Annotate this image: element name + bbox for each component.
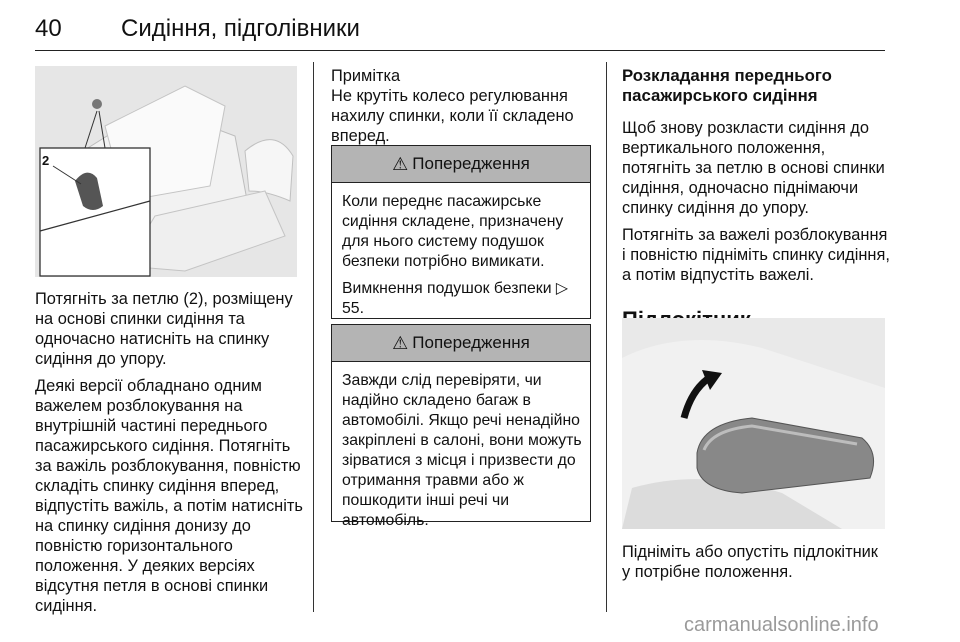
warning-text: Завжди слід перевіряти, чи надійно складено багаж в автомобілі. Якщо речі ненадійно закріплені в салоні, вони можуть зірватися з місця і призвести до отримання травми або ж пошкодити інші речі чи автомобіль. [342,372,582,529]
paragraph: Потягніть за важелі розблокування і повністю підніміть спинку сидіння, а потім відпустіть важелі. [622,226,890,284]
warning-header [332,146,590,183]
armrest-caption [622,542,890,582]
paragraph: Потягніть за петлю (2), розміщену на основі спинки сидіння та одночасно натисніть на спинку сидіння до упору. [35,290,293,368]
page-number: 40 [35,15,62,42]
note-text: Не крутіть колесо регулювання нахилу спинки, коли її складено вперед. [331,87,574,145]
paragraph: Деякі версії обладнано одним важелем розблокування на внутрішній частині переднього пасажирського сидіння. Потягніть за важіль розблокування, повністю складіть спинку сидіння вперед, відпустіть важіль, а потім натисніть на спинку сидіння донизу до повністю горизонтального положення. У деяких версіях відсутня петля в основі спинки сидіння. [35,377,303,615]
note [331,66,593,146]
page-title: Сидіння, підголівники [121,15,360,42]
seat-release-loop-illustration [35,66,297,277]
column-divider [606,62,607,612]
column-divider [313,62,314,612]
armrest-svg [622,318,885,529]
paragraph: Щоб знову розкласти сидіння до вертикального положення, потягніть за петлю в основі спинки сидіння, одночасно піднімаючи спинку сидіння до упору. [622,119,885,217]
warning-body [332,362,590,539]
left-column-text [35,289,305,616]
warning-box [331,145,591,319]
warning-triangle-icon: ⚠ [392,153,409,174]
watermark: carmanualsonline.info [684,614,879,636]
right-column-text [622,66,890,333]
note-title: Примітка [331,67,401,85]
warning-title: Попередження [412,333,530,352]
figure-callout-number: 2 [42,153,50,168]
warning-header [332,325,590,362]
warning-text: Вимкнення подушок безпеки ▷ 55. [342,280,569,317]
seat-illustration-svg [35,66,297,277]
section-heading: Розкладання переднього пасажирського сидіння [622,66,832,105]
page-header [35,12,885,51]
warning-text: Коли переднє пасажирське сидіння складене, призначену для нього систему подушок безпеки потрібно вимикати. [342,193,564,270]
warning-body [332,183,590,327]
armrest-illustration [622,318,885,529]
warning-title: Попередження [412,154,530,173]
warning-triangle-icon: ⚠ [392,332,409,353]
paragraph: Підніміть або опустіть підлокітник у потрібне положення. [622,543,878,581]
warning-box [331,324,591,529]
